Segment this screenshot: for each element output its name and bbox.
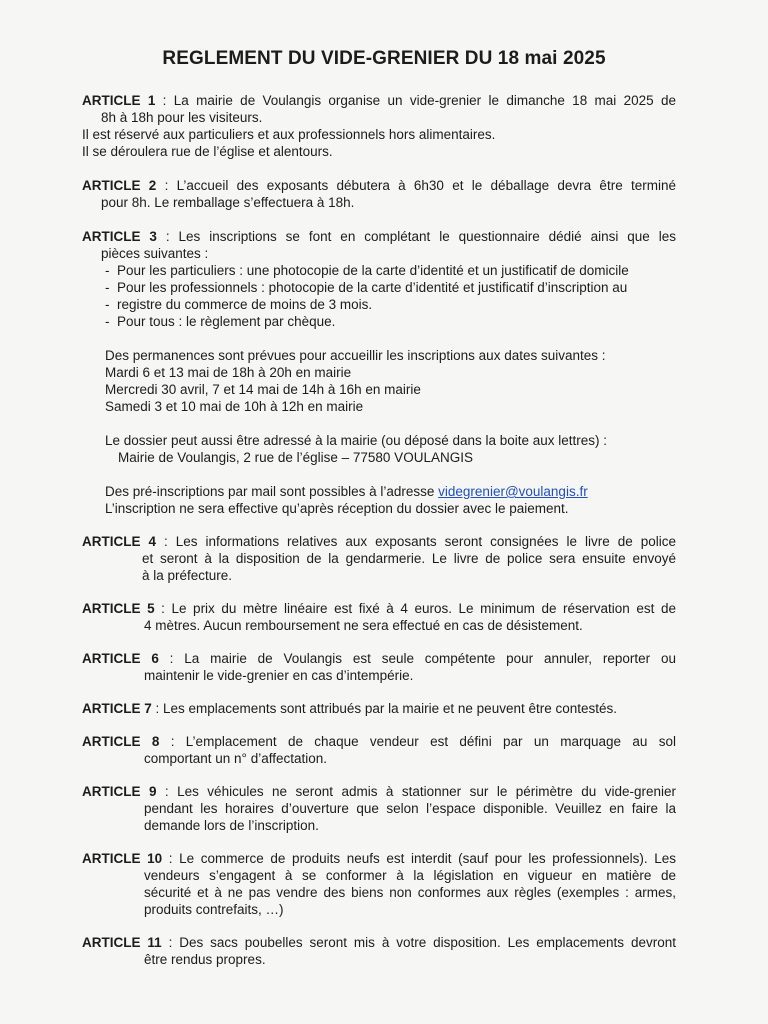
article-10-line-1: ARTICLE 10 : Le commerce de produits neufs est interdit (sauf pour les professionnels). Les — [82, 851, 676, 866]
article-4-line-2: et seront à la disposition de la gendarmerie. Le livre de police sera ensuite envoyé — [142, 551, 676, 566]
article-2-line-2: pour 8h. Le remballage s’effectuera à 18h. — [101, 195, 355, 210]
article-3-label: ARTICLE 3 — [82, 229, 157, 244]
article-3-line-1: ARTICLE 3 : Les inscriptions se font en complétant le questionnaire dédié ainsi que les — [82, 229, 676, 244]
article-10-line-3: sécurité et à ne pas vendre des biens non conformes aux règles (exemples : armes, — [144, 885, 676, 900]
article-2-line-1: ARTICLE 2 : L’accueil des exposants débutera à 6h30 et le déballage devra être terminé — [82, 178, 676, 193]
document-body — [82, 92, 676, 968]
article-7 — [82, 700, 676, 717]
article-5-line-1: ARTICLE 5 : Le prix du mètre linéaire est fixé à 4 euros. Le minimum de réservation est de — [82, 601, 676, 616]
dossier-line: Le dossier peut aussi être adressé à la mairie (ou déposé dans la boite aux lettres) : — [105, 433, 608, 448]
permanence-line: Mardi 6 et 13 mai de 18h à 20h en mairie — [105, 365, 352, 380]
article-6-label: ARTICLE 6 — [82, 651, 159, 666]
article-11-line-2: être rendus propres. — [144, 952, 266, 967]
article-8 — [82, 733, 676, 767]
article-9-line-1: ARTICLE 9 : Les véhicules ne seront admis à stationner sur le périmètre du vide-grenier — [82, 784, 676, 799]
article-10 — [82, 850, 676, 918]
effective-line: L’inscription ne sera effective qu’après réception du dossier avec le paiement. — [105, 501, 569, 516]
article-8-line-1: ARTICLE 8 : L’emplacement de chaque vendeur est défini par un marquage au sol — [82, 734, 676, 749]
article-11 — [82, 934, 676, 968]
article-4 — [82, 533, 676, 584]
article-3-line-2: pièces suivantes : — [101, 246, 209, 261]
article-9-line-3: demande lors de l’inscription. — [144, 818, 319, 833]
article-7-line-1: ARTICLE 7 : Les emplacements sont attribués par la mairie et ne peuvent être contestés. — [82, 701, 618, 716]
list-item: - Pour tous : le règlement par chèque. — [105, 313, 676, 330]
article-1-line-2: 8h à 18h pour les visiteurs. — [101, 110, 263, 125]
article-3 — [82, 228, 676, 517]
preinscription-line: Des pré-inscriptions par mail sont possibles à l’adresse videgrenier@voulangis.fr — [105, 484, 588, 499]
article-11-label: ARTICLE 11 — [82, 935, 162, 950]
article-5-label: ARTICLE 5 — [82, 601, 155, 616]
article-1 — [82, 92, 676, 160]
article-4-line-3: à la préfecture. — [142, 568, 233, 583]
article-2-label: ARTICLE 2 — [82, 178, 157, 193]
list-item-continuation: - registre du commerce de moins de 3 mois. — [105, 296, 676, 313]
article-4-label: ARTICLE 4 — [82, 534, 157, 549]
list-item: - Pour les particuliers : une photocopie de la carte d’identité et un justificatif de domicile — [105, 262, 676, 279]
permanence-line: Samedi 3 et 10 mai de 10h à 12h en mairie — [105, 399, 364, 414]
article-8-line-2: comportant un n° d’affectation. — [144, 751, 328, 766]
document-title: REGLEMENT DU VIDE-GRENIER DU 18 mai 2025 — [162, 48, 606, 69]
article-3-document-list — [82, 262, 676, 330]
article-6 — [82, 650, 676, 684]
article-2 — [82, 177, 676, 211]
article-10-label: ARTICLE 10 — [82, 851, 163, 866]
article-6-line-1: ARTICLE 6 : La mairie de Voulangis est seule compétente pour annuler, reporter ou — [82, 651, 676, 666]
article-4-line-1: ARTICLE 4 : Les informations relatives aux exposants seront consignées le livre de police — [82, 534, 677, 549]
list-item: - Pour les professionnels : photocopie de la carte d’identité et justificatif d’inscription au — [105, 279, 676, 296]
article-9-label: ARTICLE 9 — [82, 784, 157, 799]
article-6-line-2: maintenir le vide-grenier en cas d’intempérie. — [144, 668, 414, 683]
email-link[interactable]: videgrenier@voulangis.fr — [438, 484, 588, 499]
mairie-address: Mairie de Voulangis, 2 rue de l’église – 77580 VOULANGIS — [118, 450, 473, 465]
article-11-line-1: ARTICLE 11 : Des sacs poubelles seront mis à votre disposition. Les emplacements devront — [82, 935, 676, 950]
permanence-line: Mercredi 30 avril, 7 et 14 mai de 14h à 16h en mairie — [105, 382, 421, 397]
article-9-line-2: pendant les horaires d’ouverture que selon l’espace disponible. Veuillez en faire la — [144, 801, 676, 816]
article-10-line-2: vendeurs s’engagent à se conformer à la législation en vigueur en matière de — [144, 868, 676, 883]
article-9 — [82, 783, 676, 834]
article-5-line-2: 4 mètres. Aucun remboursement ne sera effectué en cas de désistement. — [144, 618, 583, 633]
article-7-label: ARTICLE 7 — [82, 701, 152, 716]
permanences-intro: Des permanences sont prévues pour accueillir les inscriptions aux dates suivantes : — [105, 348, 606, 363]
article-1-line-1: ARTICLE 1 : La mairie de Voulangis organise un vide-grenier le dimanche 18 mai 2025 de — [82, 93, 676, 108]
article-1-line-3: Il est réservé aux particuliers et aux professionnels hors alimentaires. — [82, 127, 496, 142]
article-5 — [82, 600, 676, 634]
article-1-label: ARTICLE 1 — [82, 93, 156, 108]
article-1-line-4: Il se déroulera rue de l’église et alentours. — [82, 144, 333, 159]
article-8-label: ARTICLE 8 — [82, 734, 160, 749]
article-10-line-4: produits contrefaits, …) — [144, 902, 284, 917]
